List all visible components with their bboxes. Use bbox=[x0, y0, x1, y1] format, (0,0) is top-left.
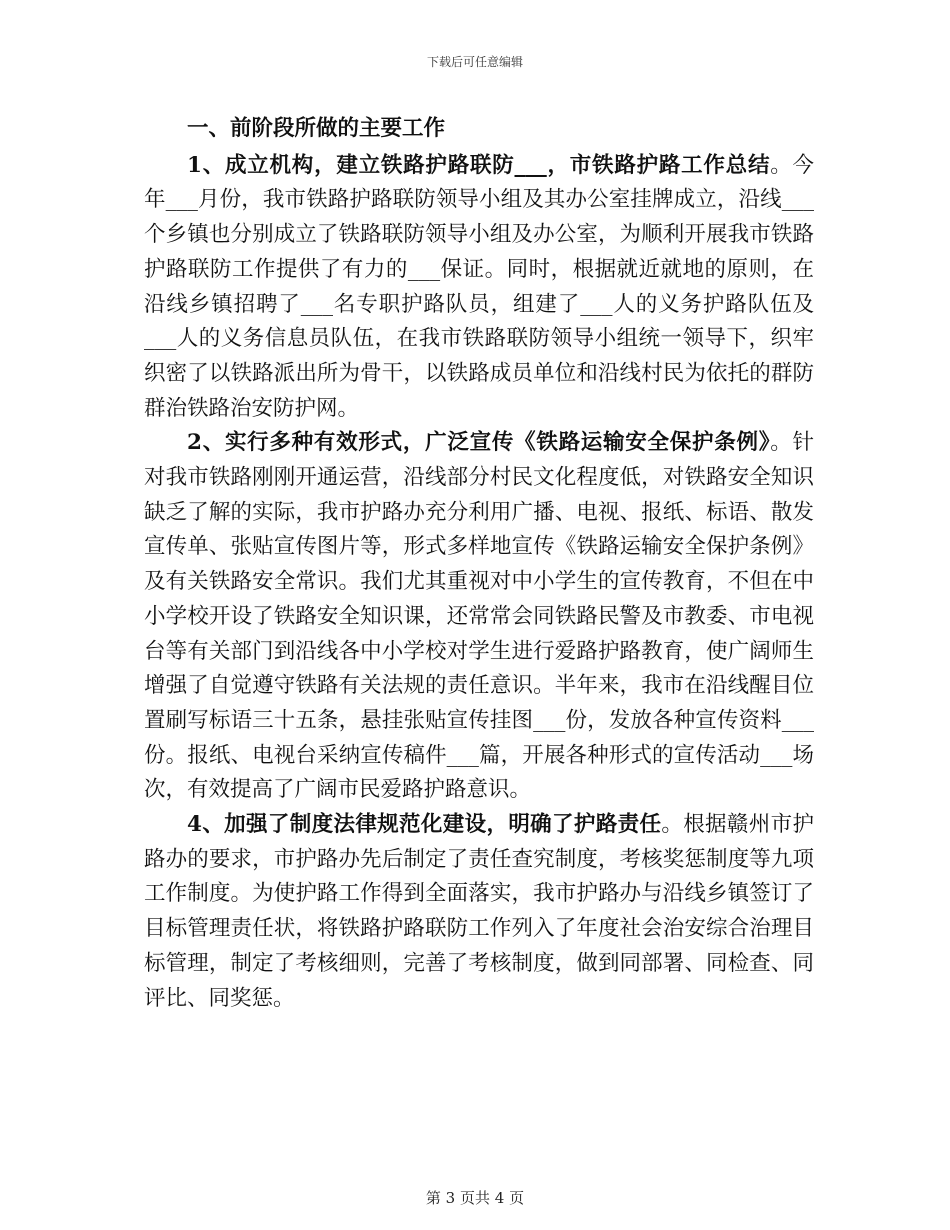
paragraph-3-body: 。根据赣州市护路办的要求，市护路办先后制定了责任查究制度，考核奖惩制度等九项工作制度。为使护路工作得到全面落实，我市护路办与沿线乡镇签订了目标管理责任状，将铁路护路联防工作列入了年度社会治安综合治理目标管理，制定了考核细则，完善了考核制度，做到同部署、同检查、同评比、同奖惩。 bbox=[144, 812, 814, 1011]
paragraph-1-body: 。今年___月份，我市铁路护路联防领导小组及其办公室挂牌成立，沿线___个乡镇也分别成立了铁路联防领导小组及办公室，为顺利开展我市铁路护路联防工作提供了有力的___保证。同时，根据就近就地的原则，在沿线乡镇招聘了___名专职护路队员，组建了___人的义务护路队伍及___人的义务信息员队伍，在我市铁路联防领导小组统一领导下，织牢织密了以铁路派出所为骨干，以铁路成员单位和沿线村民为依托的群防群治铁路治安防护网。 bbox=[144, 152, 814, 421]
paragraph-2-body: 。针对我市铁路刚刚开通运营，沿线部分村民文化程度低，对铁路安全知识缺乏了解的实际，我市护路办充分利用广播、电视、报纸、标语、散发宣传单、张贴宣传图片等，形式多样地宣传《铁路运输安全保护条例》及有关铁路安全常识。我们尤其重视对中小学生的宣传教育，不但在中小学校开设了铁路安全知识课，还常常会同铁路民警及市教委、市电视台等有关部门到沿线各中小学校对学生进行爱路护路教育，使广阔师生增强了自觉遵守铁路有关法规的责任意识。半年来，我市在沿线醒目位置刷写标语三十五条，悬挂张贴宣传挂图___份，发放各种宣传资料___份。报纸、电视台采纳宣传稿件___篇，开展各种形式的宣传活动___场次，有效提高了广阔市民爱路护路意识。 bbox=[144, 430, 814, 803]
paragraph-1 bbox=[144, 149, 814, 427]
page-header: 下载后可任意编辑 bbox=[426, 55, 523, 69]
paragraph-3-lead: 4、加强了制度法律规范化建设，明确了护路责任 bbox=[187, 812, 662, 838]
paragraph-2-lead: 2、实行多种有效形式，广泛宣传《铁路运输安全保护条例》 bbox=[187, 430, 771, 456]
paragraph-2 bbox=[144, 426, 814, 808]
section-heading: 一、前阶段所做的主要工作 bbox=[187, 116, 446, 141]
page-footer: 第 3 页共 4 页 bbox=[425, 1189, 525, 1207]
paragraph-3 bbox=[144, 808, 814, 1016]
paragraph-1-lead: 1、成立机构，建立铁路护路联防___，市铁路护路工作总结 bbox=[187, 152, 771, 178]
document-body bbox=[144, 112, 814, 1016]
